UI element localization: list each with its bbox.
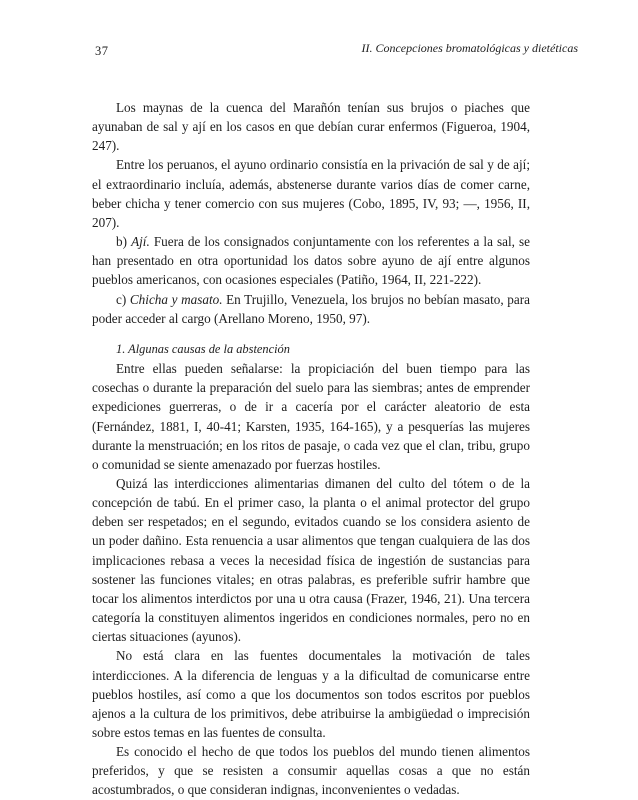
paragraph-preferidos: Es conocido el hecho de que todos los pueblos del mundo tienen alimentos preferidos, y que se resisten a consumir aquellas cosas a que no están acostumbrados, o que consideran indignas, inconvenientes o vedadas. (92, 744, 530, 798)
paragraph-peruanos: Entre los peruanos, el ayuno ordinario consistía en la privación de sal y de ají; el extraordinario incluía, además, abstenerse durante varios días de comer carne, beber chicha y tener comercio con sus mujeres (Cobo, 1895, IV, 93; —, 1956, II, 207). (92, 157, 530, 230)
paragraph-motivacion: No está clara en las fuentes documentales la motivación de tales interdicciones. A la diferencia de lenguas y a la dificultad de comunicarse entre pueblos hostiles, así como a que los documentos son todos escritos por pueblos ajenos a la cultura de los primitivos, debe atribuirse la ambigüedad o imprecisión sobre estos temas en las fuentes de consulta. (92, 648, 530, 740)
item-marker-b: b) (116, 234, 132, 250)
running-title: II. Concepciones bromatológicas y dietéticas (361, 41, 578, 55)
paragraph-aji (92, 232, 530, 289)
item-heading-aji: Ají. (131, 234, 150, 250)
item-text-aji: Fuera de los consignados conjuntamente con los referentes a la sal, se han presentado en otra oportunidad los datos sobre ayuno de ají entre algunos pueblos americanos, con ocasiones especiales (Patiño, 1964, II, 221-222). (92, 234, 530, 288)
paragraph-chicha (92, 290, 530, 328)
paragraph-totem: Quizá las interdicciones alimentarias dimanen del culto del tótem o de la concepción de tabú. En el primer caso, la planta o el animal protector del grupo deben ser respetados; en el segundo, evitados cuando se los considera asiento de un poder dañino. Esta renuencia a usar alimentos que tengan cualquiera de las dos implicaciones rebasa a veces la necesidad física de ingestión de sustancias para sostener las funciones vitales; en otras palabras, es preferible sufrir hambre que tocar los alimentos interdictos por una u otra causa (Frazer, 1946, 21). Una tercera categoría la constituyen alimentos ingeridos en condiciones normales, pero no en ciertas situaciones (ayunos). (92, 475, 530, 645)
item-heading-chicha: Chicha y masato. (129, 291, 223, 307)
body-text (92, 98, 530, 800)
paragraph-causas: Entre ellas pueden señalarse: la propiciación del buen tiempo para las cosechas o durante la preparación del suelo para las siembras; antes de emprender expediciones guerreras, o de ir a cacería por el carácter aleatorio de esta (Fernández, 1881, I, 40-41; Karsten, 1935, 164-165), y a pesquerías las mujeres durante la menstruación; en los ritos de pasaje, o cada vez que el clan, tribu, grupo o comunidad se siente amenazado por fuerzas hostiles. (92, 361, 530, 472)
paragraph-maynas: Los maynas de la cuenca del Marañón tenían sus brujos o piaches que ayunaban de sal y ají en los casos en que debían curar enfermos (Figueroa, 1904, 247). (92, 100, 530, 154)
item-text-chicha: En Trujillo, Venezuela, los brujos no bebían masato, para poder acceder al cargo (Arellano Moreno, 1950, 97). (92, 291, 530, 326)
page-number: 37 (95, 44, 109, 58)
item-marker-c: c) (116, 291, 130, 307)
section-title: 1. Algunas causas de la abstención (116, 341, 290, 356)
